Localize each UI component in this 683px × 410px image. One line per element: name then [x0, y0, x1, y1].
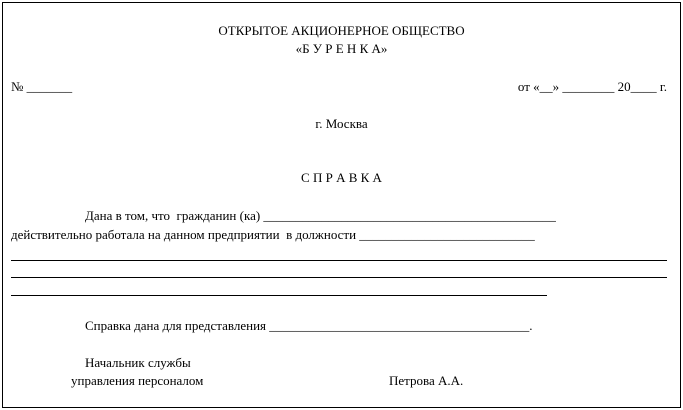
body-line-2: действительно работала на данном предприятии в должности ___________________________ — [11, 227, 535, 242]
blank-line — [11, 260, 667, 261]
city: г. Москва — [315, 116, 368, 131]
org-type: ОТКРЫТОЕ АКЦИОНЕРНОЕ ОБЩЕСТВО — [218, 23, 465, 38]
document-date: от «__» ________ 20____ г. — [517, 79, 667, 94]
document-title: С П Р А В К А — [301, 170, 382, 185]
signer-name: Петрова А.А. — [389, 373, 464, 388]
document-frame — [2, 2, 681, 408]
body-line-1: Дана в том, что гражданин (ка) _____________________________________________ — [85, 208, 556, 223]
document-number: № _______ — [11, 79, 73, 94]
blank-line — [11, 295, 547, 296]
blank-line — [11, 277, 667, 278]
signer-title-1: Начальник службы — [85, 355, 191, 370]
signer-title-2: управления персоналом — [71, 373, 204, 388]
org-name: «Б У Р Е Н К А» — [295, 41, 388, 56]
purpose-line: Справка дана для представления ________________________________________. — [85, 318, 533, 333]
